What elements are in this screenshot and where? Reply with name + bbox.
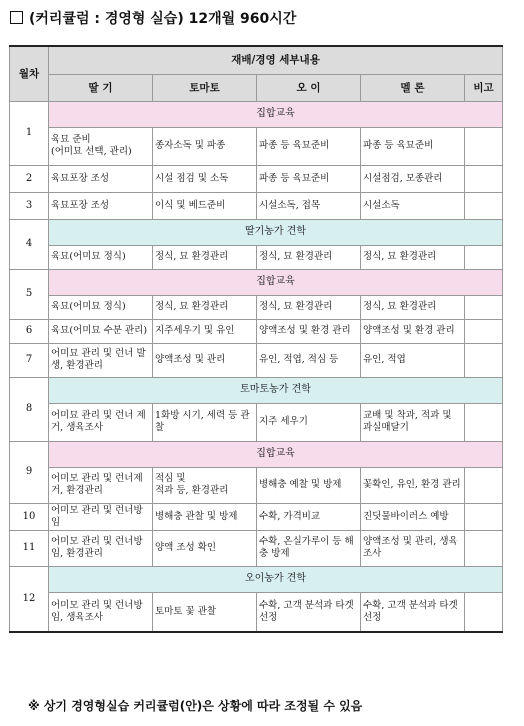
activity-band: 집합교육 (49, 269, 503, 295)
crop-task-cell: 종자소독 및 파종 (153, 127, 257, 165)
crop-task-cell: 육묘(어미묘 정식) (49, 245, 153, 269)
remarks-cell (465, 343, 503, 377)
table-row (10, 566, 503, 592)
month-cell: 2 (10, 165, 49, 192)
activity-band: 집합교육 (49, 101, 503, 127)
crop-task-cell: 유인, 적엽 (361, 343, 465, 377)
table-row (10, 343, 503, 377)
title-text: (커리큘럼 : 경영형 실습) 12개월 960시간 (29, 11, 297, 27)
crop-task-cell: 수확, 고객 분석과 타겟 선정 (361, 592, 465, 632)
crop-task-cell: 육묘(어미묘 수분 관리) (49, 319, 153, 343)
crop-task-cell: 수확, 가격비교 (257, 503, 361, 530)
crop-task-cell: 육묘포장 조성 (49, 165, 153, 192)
crop-task-cell: 양액조성 및 관리 (153, 343, 257, 377)
remarks-cell (465, 165, 503, 192)
month-cell: 9 (10, 441, 49, 503)
crop-task-cell: 양액조성 및 환경 관리 (361, 319, 465, 343)
crop-task-cell: 파종 등 육묘준비 (361, 127, 465, 165)
crop-task-cell: 파종 등 육묘준비 (257, 127, 361, 165)
remarks-cell (465, 245, 503, 269)
crop-task-cell: 수확, 고객 분석과 타겟 선정 (257, 592, 361, 632)
crop-task-cell: 어미묘 관리 및 런너 발생, 환경관리 (49, 343, 153, 377)
month-cell: 7 (10, 343, 49, 377)
table-row (10, 503, 503, 530)
crop-task-cell: 정식, 묘 환경관리 (361, 295, 465, 319)
remarks-cell (465, 530, 503, 566)
table-row (10, 245, 503, 269)
crop-task-cell: 시설 점검 및 소독 (153, 165, 257, 192)
crop-task-cell: 정식, 묘 환경관리 (153, 295, 257, 319)
month-cell: 6 (10, 319, 49, 343)
crop-task-cell: 어미모 관리 및 런너제거, 환경관리 (49, 467, 153, 503)
table-row (10, 127, 503, 165)
crop-task-cell: 정식, 묘 환경관리 (257, 245, 361, 269)
month-cell: 3 (10, 192, 49, 219)
remarks-cell (465, 192, 503, 219)
crop-task-cell: 정식, 묘 환경관리 (153, 245, 257, 269)
table-row (10, 467, 503, 503)
crop-task-cell: 시설점검, 모종관리 (361, 165, 465, 192)
table-row (10, 441, 503, 467)
activity-band: 토마토농가 견학 (49, 377, 503, 403)
curriculum-table (9, 45, 503, 633)
remarks-header: 비고 (465, 74, 503, 101)
crop-task-cell: 진딧물바이러스 예방 (361, 503, 465, 530)
crop-task-cell: 지주 세우기 (257, 403, 361, 441)
activity-band: 오이농가 견학 (49, 566, 503, 592)
remarks-cell (465, 467, 503, 503)
crop-task-cell: 양액조성 및 환경 관리 (257, 319, 361, 343)
crop-task-cell: 어미모 관리 및 런너방임 (49, 503, 153, 530)
remarks-cell (465, 503, 503, 530)
activity-band: 집합교육 (49, 441, 503, 467)
table-row (10, 319, 503, 343)
month-cell: 10 (10, 503, 49, 530)
crop-task-cell: 양액조성 및 관리, 생육조사 (361, 530, 465, 566)
month-cell: 1 (10, 101, 49, 165)
month-header: 월차 (10, 46, 49, 101)
crop-task-cell: 어미모 관리 및 런너방임, 생육조사 (49, 592, 153, 632)
month-cell: 8 (10, 377, 49, 441)
month-cell: 11 (10, 530, 49, 566)
remarks-cell (465, 592, 503, 632)
crop-task-cell: 이식 및 베드준비 (153, 192, 257, 219)
crop-task-cell: 육묘포장 조성 (49, 192, 153, 219)
crop-task-cell: 병해충 예찰 및 방제 (257, 467, 361, 503)
footer-note: ※ 상기 경영형실습 커리큘럼(안)은 상황에 따라 조정될 수 있음 (28, 699, 363, 713)
table-row (10, 269, 503, 295)
activity-band: 딸기농가 견학 (49, 219, 503, 245)
crop-task-cell: 지주세우기 및 유인 (153, 319, 257, 343)
table-row (10, 403, 503, 441)
crop-header-strawberry: 딸 기 (49, 74, 153, 101)
crop-task-cell: 적심 및 적과 등, 환경관리 (153, 467, 257, 503)
crop-task-cell: 1화방 시기, 세력 등 관찰 (153, 403, 257, 441)
month-cell: 5 (10, 269, 49, 319)
remarks-cell (465, 403, 503, 441)
document-title (10, 8, 296, 28)
table-row (10, 295, 503, 319)
table-row (10, 377, 503, 403)
remarks-cell (465, 127, 503, 165)
crop-task-cell: 어미묘 관리 및 런너 제거, 생육조사 (49, 403, 153, 441)
crop-header-cucumber: 오 이 (257, 74, 361, 101)
crop-task-cell: 정식, 묘 환경관리 (361, 245, 465, 269)
table-row (10, 192, 503, 219)
crop-header-tomato: 토마토 (153, 74, 257, 101)
crop-task-cell: 병해충 관찰 및 방제 (153, 503, 257, 530)
month-cell: 4 (10, 219, 49, 269)
crop-task-cell: 육묘(어미묘 정식) (49, 295, 153, 319)
crop-task-cell: 육묘 준비 (어미묘 선택, 관리) (49, 127, 153, 165)
crop-task-cell: 시설소독 (361, 192, 465, 219)
crop-task-cell: 양액 조성 확인 (153, 530, 257, 566)
table-row (10, 165, 503, 192)
crop-task-cell: 어미모 관리 및 런너방임, 환경관리 (49, 530, 153, 566)
crop-task-cell: 토마토 꽃 관찰 (153, 592, 257, 632)
crop-task-cell: 파종 등 육묘준비 (257, 165, 361, 192)
checkbox-square-icon (10, 11, 23, 24)
crop-task-cell: 수확, 온실가루이 등 해충 방제 (257, 530, 361, 566)
month-cell: 12 (10, 566, 49, 632)
table-row (10, 101, 503, 127)
crop-task-cell: 정식, 묘 환경관리 (257, 295, 361, 319)
remarks-cell (465, 319, 503, 343)
table-row (10, 219, 503, 245)
crop-task-cell: 교배 및 착과, 적과 및 과실매달기 (361, 403, 465, 441)
remarks-cell (465, 295, 503, 319)
crop-task-cell: 유인, 적엽, 적심 등 (257, 343, 361, 377)
crop-task-cell: 시설소독, 접목 (257, 192, 361, 219)
crop-header-melon: 멜 론 (361, 74, 465, 101)
crop-task-cell: 꽃확인, 유인, 환경 관리 (361, 467, 465, 503)
table-row (10, 530, 503, 566)
table-row (10, 592, 503, 632)
detail-header: 재배/경영 세부내용 (49, 46, 503, 74)
